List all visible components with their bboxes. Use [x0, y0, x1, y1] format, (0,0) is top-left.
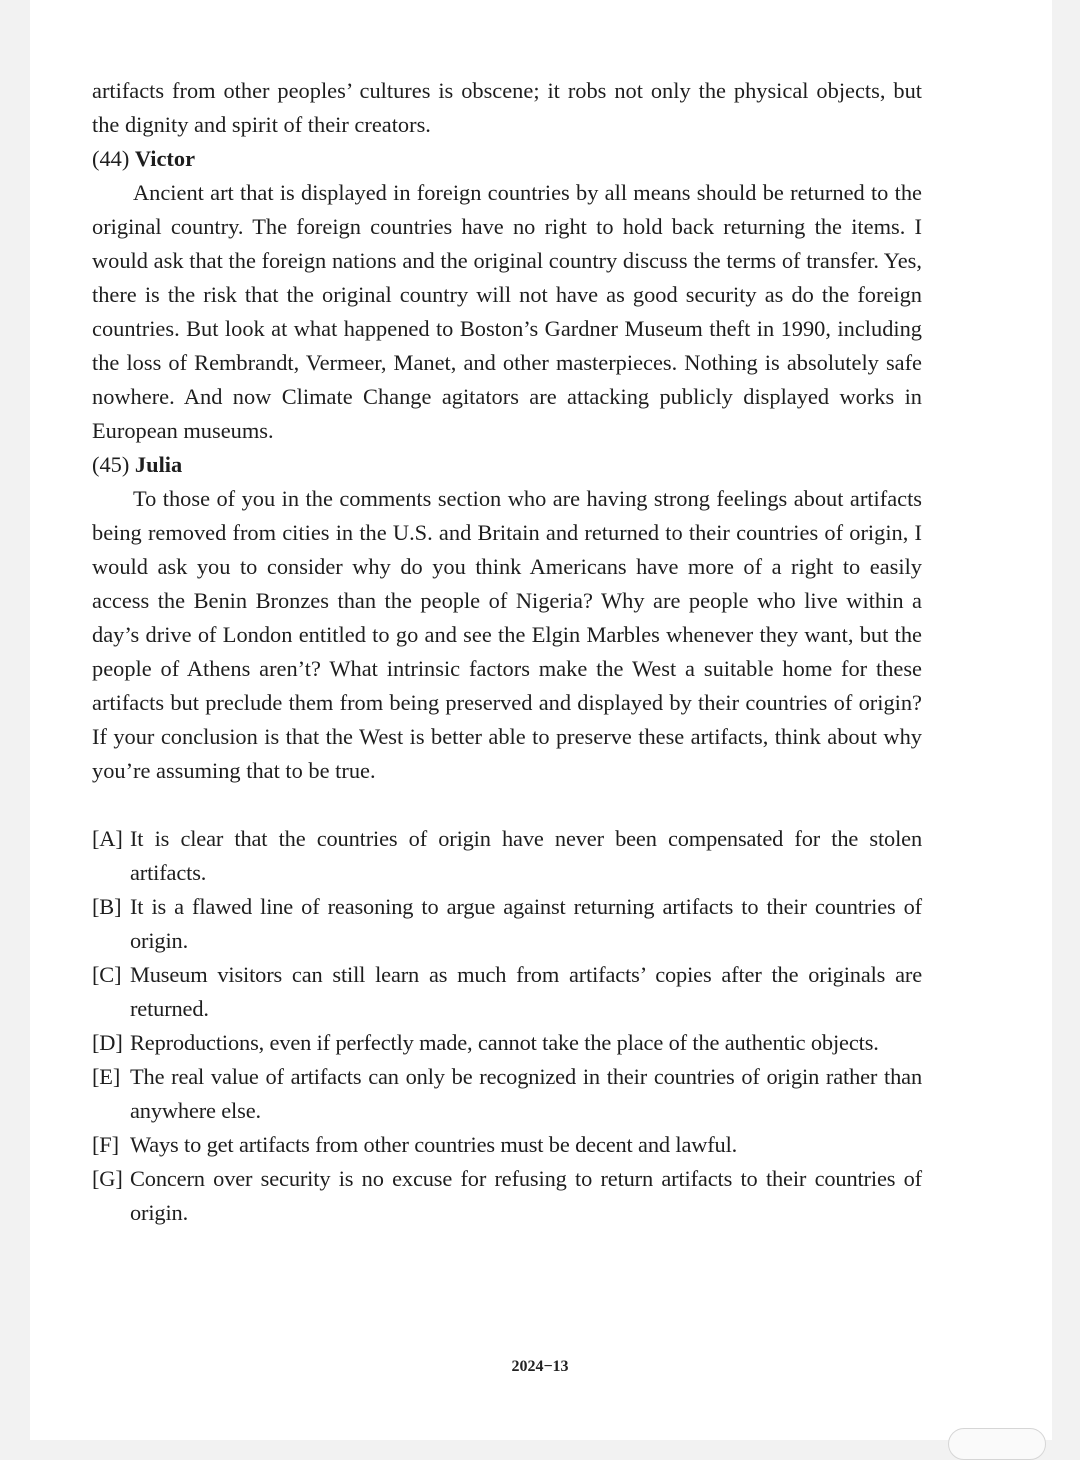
option-b: [92, 890, 922, 958]
intro-continuation: artifacts from other peoples’ cultures is obscene; it robs not only the physical objects, but the dignity and spirit of their creators.: [92, 78, 922, 137]
comment-author: Julia: [134, 452, 183, 477]
page-number: 2024−13: [511, 1358, 569, 1375]
document-body: [92, 74, 922, 1230]
option-f: [92, 1128, 922, 1162]
answer-options: [92, 822, 922, 1230]
option-g: [92, 1162, 922, 1230]
comment-author: Victor: [134, 146, 196, 171]
comment-heading: [92, 142, 922, 176]
comment-text: Ancient art that is displayed in foreign countries by all means should be returned to the original country. The foreign countries have no right to hold back returning the items. I would ask that the foreign nations and the original country discuss the terms of transfer. Yes, there is the risk that the original country will not have as good security as do the foreign countries. But look at what happened to Boston’s Gardner Museum theft in 1990, including the loss of Rembrandt, Vermeer, Manet, and other masterpieces. Nothing is absolutely safe nowhere. And now Climate Change agitators are attacking publicly displayed works in European museums.: [92, 180, 922, 443]
comment-number: (44): [92, 146, 130, 171]
comment-victor: [92, 142, 922, 448]
option-text: Reproductions, even if perfectly made, cannot take the place of the authentic objects.: [130, 1030, 879, 1055]
option-c: [92, 958, 922, 1026]
comment-heading: [92, 448, 922, 482]
option-letter: [A]: [92, 826, 123, 851]
option-letter: [C]: [92, 962, 122, 987]
option-text: Museum visitors can still learn as much from artifacts’ copies after the originals are returned.: [130, 962, 922, 1021]
option-a: [92, 822, 922, 890]
option-text: The real value of artifacts can only be recognized in their countries of origin rather than anywhere else.: [130, 1064, 922, 1123]
option-text: It is a flawed line of reasoning to argue against returning artifacts to their countries of origin.: [130, 894, 922, 953]
floating-corner-button[interactable]: [948, 1428, 1046, 1460]
option-text: It is clear that the countries of origin have never been compensated for the stolen artifacts.: [130, 826, 922, 885]
option-d: [92, 1026, 922, 1060]
option-letter: [B]: [92, 894, 122, 919]
comment-julia: [92, 448, 922, 788]
option-e: [92, 1060, 922, 1128]
option-letter: [E]: [92, 1064, 121, 1089]
option-text: Concern over security is no excuse for refusing to return artifacts to their countries of origin.: [130, 1166, 922, 1225]
option-letter: [D]: [92, 1030, 123, 1055]
option-letter: [F]: [92, 1132, 119, 1157]
comment-number: (45): [92, 452, 130, 477]
option-text: Ways to get artifacts from other countries must be decent and lawful.: [130, 1132, 738, 1157]
comment-text: To those of you in the comments section who are having strong feelings about artifacts being removed from cities in the U.S. and Britain and returned to their countries of origin, I would ask you to consider why do you think Americans have more of a right to easily access the Benin Bronzes than the people of Nigeria? Why are people who live within a day’s drive of London entitled to go and see the Elgin Marbles whenever they want, but the people of Athens aren’t? What intrinsic factors make the West a suitable home for these artifacts but preclude them from being preserved and displayed by their countries of origin? If your conclusion is that the West is better able to preserve these artifacts, think about why you’re assuming that to be true.: [92, 486, 922, 783]
option-letter: [G]: [92, 1166, 123, 1191]
